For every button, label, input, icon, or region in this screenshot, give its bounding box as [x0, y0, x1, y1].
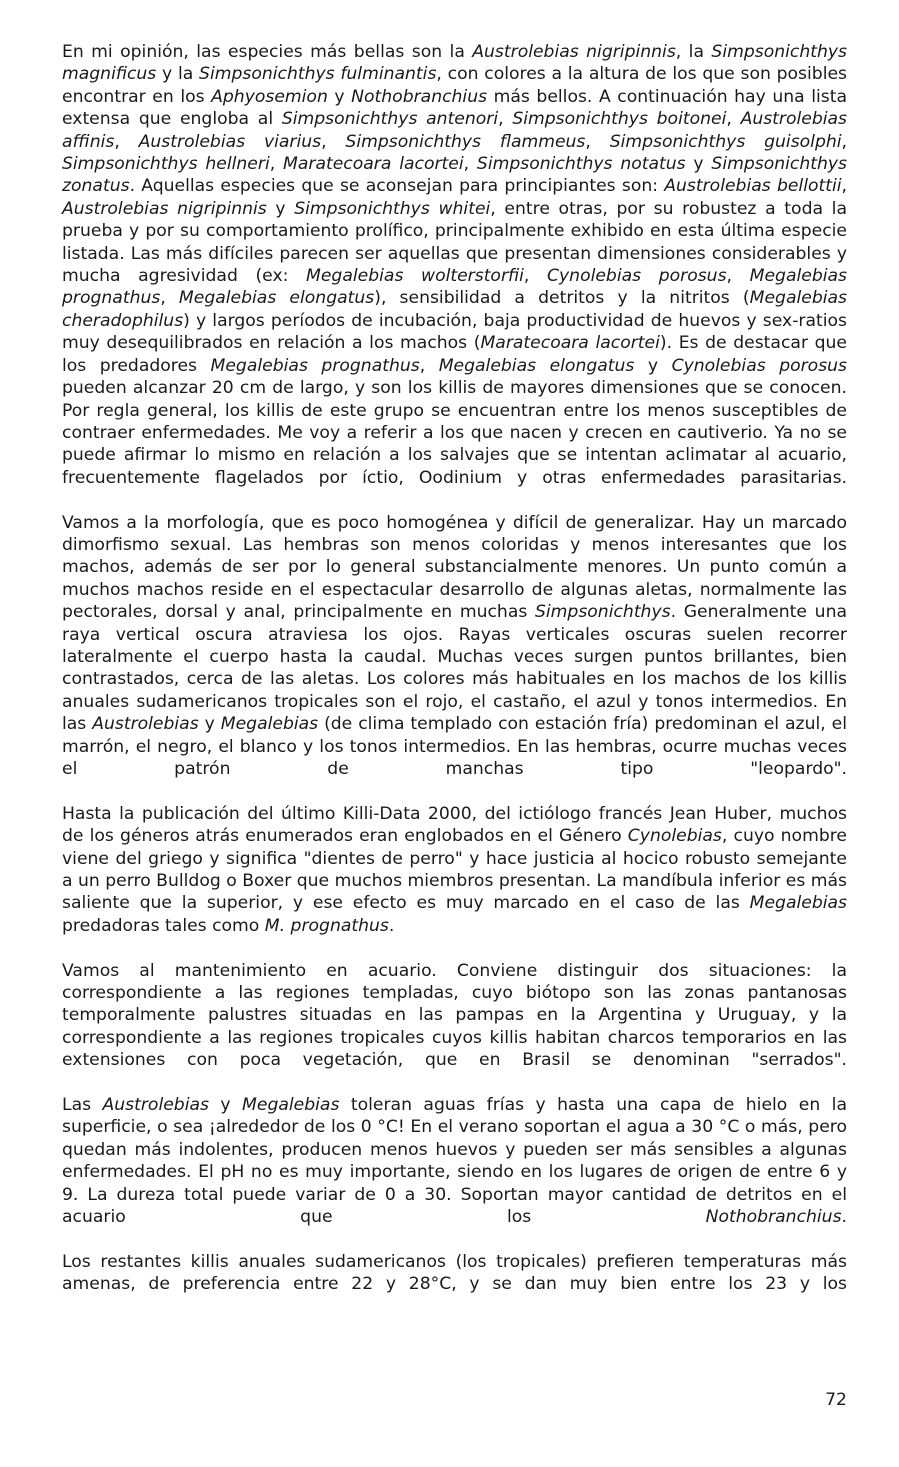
text-run: , la [675, 42, 712, 62]
text-run: y [685, 154, 712, 175]
text-run: Las [62, 1095, 103, 1116]
text-run: , [463, 154, 477, 175]
species-name: Megalebias wolterstorfii [306, 266, 524, 287]
species-name: Megalebias [749, 893, 847, 914]
species-name: Austrolebias nigripinnis [62, 198, 267, 219]
text-run: ), sensibilidad a detritos y la nitritos ( [374, 288, 750, 309]
species-name: Simpsonichthys [535, 602, 671, 623]
text-run: , [726, 109, 741, 130]
text-run: , [419, 355, 439, 376]
text-run: y [327, 86, 352, 107]
text-run: y la [156, 64, 200, 85]
species-name: Nothobranchius [351, 86, 488, 107]
species-name: Simpsonichthys fulminantis [199, 64, 437, 85]
species-name: Simpsonichthys notatus [476, 154, 686, 175]
text-run: , [585, 131, 610, 152]
text-run: , [269, 154, 284, 175]
text-run: , [726, 266, 750, 287]
text-run: (de clima templado con estación fría) predominan el azul, el marrón, el negro, el blanco y los tonos intermedios. En las hembras, ocurre muchas veces el patrón de manchas tipo "leopardo". [62, 714, 847, 779]
text-run: . Aquellas especies que se aconsejan para principiantes son: [129, 176, 665, 197]
species-name: Cynolebias [627, 826, 722, 847]
species-name: Simpsonichthys whitei [294, 198, 491, 219]
paragraph-temperate-species [62, 1094, 847, 1228]
text-run: , [841, 176, 847, 197]
text-run: pueden alcanzar 20 cm de largo, y son los killis de mayores dimensiones que se conocen. Por regla general, los killis de este grupo se encuentran entre los menos susceptibles de contraer enfermedades. Me voy a referir a los que nacen y crecen en cautiverio. Ya no se puede afirmar lo mismo en relación a los salvajes que se intentan aclimatar al acuario, frecuentemente flagelados por íctio, Oodinium y otras enfermedades parasitarias. [62, 378, 847, 488]
species-name: M. prognathus [264, 915, 389, 936]
page-number: 72 [825, 1390, 847, 1410]
species-name: Maratecoara lacortei [283, 154, 464, 175]
species-name: Simpsonichthys antenori [281, 109, 499, 130]
species-name: Megalebias elongatus [178, 288, 375, 309]
text-run: , [114, 131, 139, 152]
text-run: Vamos al mantenimiento en acuario. Conviene distinguir dos situaciones: la correspondiente a las regiones templadas, cuyo biótopo son las zonas pantanosas temporalmente palustres situadas en las pampas en la Argentina y Uruguay, y la correspondiente a las regiones tropicales cuyos killis habitan charcos temporarios en las extensiones con poca vegetación, que en Brasil se denominan "serrados". [62, 960, 847, 1071]
species-name: Cynolebias porosus [547, 266, 727, 287]
species-name: Megalebias elongatus [438, 355, 635, 376]
text-run: , [321, 131, 346, 152]
species-name: Simpsonichthys zonatus [62, 154, 847, 197]
species-name: Simpsonichthys hellneri [62, 154, 270, 175]
text-run: Hasta la publicación del último Killi-Data 2000, del ictiólogo francés Jean Huber, muchos de los géneros atrás enumerados eran englobados en el Género [62, 803, 847, 847]
text-run: predadoras tales como [62, 915, 265, 936]
text-run: , [841, 131, 847, 152]
species-name: Simpsonichthys guisolphi [609, 131, 842, 152]
species-name: Nothobranchius [705, 1207, 842, 1228]
species-name: Simpsonichthys boitonei [512, 109, 727, 130]
text-run: Los restantes killis anuales sudamericanos (los tropicales) prefieren temperaturas más amenas, de preferencia entre 22 y 28°C, y se dan muy bien entre los 23 y los [62, 1251, 847, 1295]
species-name: Simpsonichthys magnificus [62, 42, 847, 85]
species-name: Megalebias prognathus [210, 355, 420, 376]
species-name: Austrolebias [92, 714, 199, 735]
species-name: Austrolebias viarius [138, 131, 322, 152]
species-name: Megalebias prognathus [62, 266, 847, 309]
paragraph-tropical-species [62, 1251, 847, 1296]
species-name: Austrolebias nigripinnis [472, 42, 676, 62]
text-run: y [198, 714, 221, 735]
text-run: más bellos. A continuación hay una lista extensa que engloba al [62, 86, 847, 130]
text-run: , con colores a la altura de los que son posibles encontrar en los [62, 64, 848, 107]
species-name: Austrolebias affinis [62, 109, 848, 152]
text-run: , entre otras, por su robustez a toda la prueba y por su comportamiento prolífico, principalmente exhibido en esta última especie listada. Las más difíciles parecen ser aquellas que presentan dimensiones considerables y mucha agresividad (ex: [62, 198, 847, 287]
text-run: toleran aguas frías y hasta una capa de hielo en la superficie, o sea ¡alrededor de los 0 °C! En el verano soportan el agua a 30 °C o más, pero quedan más indolentes, producen menos huevos y pueden ser más sensibles a algunas enfermedades. El pH no es muy importante, siendo en los lugares de origen de entre 6 y 9. La dureza total puede variar de 0 a 30. Soportan mayor cantidad de detritos en el acuario que los [62, 1095, 847, 1228]
text-run: , [160, 288, 179, 309]
text-run: . Generalmente una raya vertical oscura atraviesa los ojos. Rayas verticales oscuras suelen recorrer lateralmente el cuerpo hasta la caudal. Muchas veces surgen puntos brillantes, bien contrastados, cerca de las aletas. Los colores más habituales en los machos de los killis anuales sudamericanos tropicales son el rojo, el castaño, el azul y tonos intermedios. En las [62, 602, 847, 735]
species-name: Aphyosemion [211, 86, 328, 107]
document-page [62, 41, 847, 1296]
species-name: Megalebias [220, 714, 319, 735]
text-run: ) y largos períodos de incubación, baja productividad de huevos y sex-ratios muy desequilibrados en relación a los machos ( [62, 310, 847, 354]
text-run: , [523, 266, 547, 287]
species-name: Cynolebias porosus [671, 355, 847, 376]
paragraph-maintenance [62, 960, 847, 1072]
text-run: y [634, 355, 672, 376]
species-name: Megalebias cheradophilus [62, 288, 847, 331]
species-name: Austrolebias [102, 1095, 209, 1116]
text-run: y [208, 1095, 243, 1116]
paragraph-history [62, 803, 847, 937]
paragraph-morphology [62, 512, 847, 781]
paragraph-species [62, 41, 847, 489]
text-run: Vamos a la morfología, que es poco homogénea y difícil de generalizar. Hay un marcado dimorfismo sexual. Las hembras son menos coloridas y menos interesantes que los machos, además de ser por lo general substancialmente menores. Un punto común a muchos machos reside en el espectacular desarrollo de algunas aletas, normalmente las pectorales, dorsal y anal, principalmente en muchas [62, 512, 847, 623]
species-name: Austrolebias bellottii [664, 176, 842, 197]
species-name: Megalebias [242, 1095, 340, 1116]
text-run: . [388, 915, 395, 936]
text-run: . [841, 1207, 847, 1228]
species-name: Maratecoara lacortei [480, 333, 660, 354]
text-run: , cuyo nombre viene del griego y significa "dientes de perro" y hace justicia al hocico robusto semejante a un perro Bulldog o Boxer que muchos miembros presentan. La mandíbula inferior es más saliente que la superior, y ese efecto es muy marcado en el caso de las [62, 826, 847, 914]
species-name: Simpsonichthys flammeus [345, 131, 586, 152]
text-run: , [498, 109, 513, 130]
text-run: ). Es de destacar que los predadores [62, 333, 848, 376]
text-run: En mi opinión, las especies más bellas son la [62, 42, 473, 62]
text-run: y [266, 198, 295, 219]
